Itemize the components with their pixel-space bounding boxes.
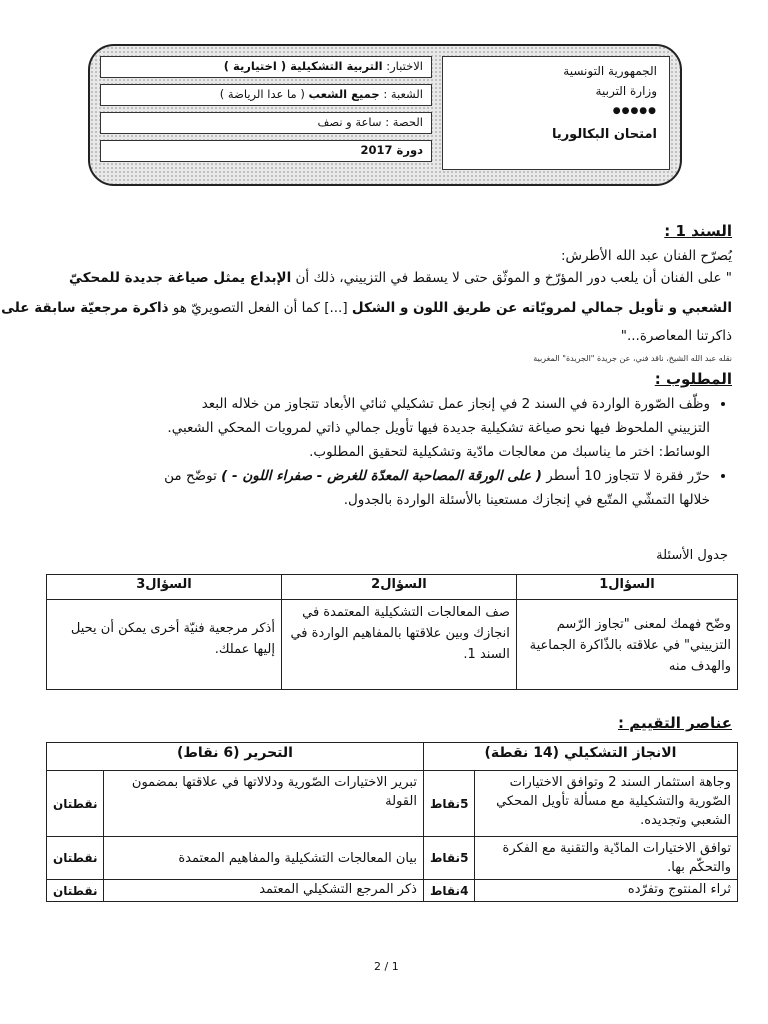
question-1-body: وضّح فهمك لمعنى "تجاوز الرّسم التزييني" في علاقته بالذّاكرة الجماعية والهدف منه — [516, 600, 737, 690]
page-number: 2 / 1 — [374, 960, 399, 973]
branch-row — [100, 84, 432, 106]
question-1-head: السؤال1 — [516, 575, 737, 600]
quote-emphasis: الإبداع يمثل صياغة جديدة للمحكيّ — [69, 270, 292, 286]
eval-head-right: الانجاز التشكيلي (14 نقطة) — [423, 743, 737, 771]
quote-emphasis: الشعبي و تأويل جمالي لمرويّاته عن طريق اللون و الشكل — [351, 300, 732, 316]
branch-value: جميع الشعب — [308, 87, 380, 101]
eval-row3-writing: ذكر المرجع التشكيلي المعتمد — [104, 880, 423, 902]
quote-intro: يُصرّح الفنان عبد الله الأطرش: — [560, 248, 732, 264]
stars-divider: ●●●●● — [612, 106, 657, 116]
eval-row2-points: 5نقاط — [423, 837, 474, 880]
quote-emphasis: ذاكرة مرجعيّة سابقة على — [1, 300, 169, 316]
bullet2-text-end: توضّح من — [164, 468, 222, 484]
quote-line-1 — [32, 266, 732, 290]
required-item-2 — [32, 464, 710, 512]
eval-row2-writing-points: نقطتان — [47, 837, 104, 880]
section1-title: السند 1 : — [664, 222, 732, 240]
quote-line-3: ذاكرتنا المعاصرة..." — [620, 328, 732, 344]
eval-row3-points: 4نقاط — [423, 880, 474, 902]
country-name: الجمهورية التونسية — [563, 64, 657, 78]
subject-label: الاختبار: — [386, 59, 423, 73]
bullet2-text: حرّر فقرة لا تتجاوز 10 أسطر — [541, 468, 710, 484]
quote-text: [...] كما أن الفعل التصويريّ هو — [168, 300, 352, 316]
quote-line-2 — [1, 296, 732, 320]
question-3-body: أذكر مرجعية فنيّة أخرى يمكن أن يحيل إليها عملك. — [47, 600, 282, 690]
subject-row — [100, 56, 432, 78]
bullet2-line-1 — [32, 464, 710, 488]
exam-name: امتحان البكالوريا — [551, 127, 657, 142]
questions-table — [46, 574, 738, 690]
bullet1-line-3: الوسائط: اختر ما يناسبك من معالجات مادّية وتشكيلية لتحقيق المطلوب. — [309, 444, 710, 460]
eval-row3-writing-points: نقطتان — [47, 880, 104, 902]
bullet1-line-1: • وظّف الصّورة الواردة في السند 2 في إنجاز عمل تشكيلي ثنائي الأبعاد تتجاوز من خلاله البعد — [201, 396, 710, 412]
question-2-head: السؤال2 — [281, 575, 516, 600]
required-list — [32, 392, 732, 512]
duration-text: الحصة : ساعة و نصف — [317, 115, 423, 129]
eval-row3-text: ثراء المنتوج وتفرّده — [475, 880, 738, 902]
branch-label: الشعبة : — [383, 87, 423, 101]
eval-row2-writing: بيان المعالجات التشكيلية والمفاهيم المعتمدة — [104, 837, 423, 880]
eval-row1-writing-points: نقطتان — [47, 771, 104, 837]
quote-text: " على الفنان أن يلعب دور المؤرّخ و الموثّق حتى لا يسقط في التزييني، ذلك أن — [291, 270, 732, 286]
required-item-1 — [32, 392, 710, 464]
questions-title: جدول الأسئلة — [656, 548, 728, 563]
ministry-name: وزارة التربية — [595, 84, 657, 98]
branch-note: ( ما عدا الرياضة ) — [219, 87, 305, 101]
bullet2-emphasis: ( على الورقة المصاحبة المعدّة للغرض - صفراء اللون - ) — [221, 468, 542, 484]
eval-head-left: التحرير (6 نقاط) — [47, 743, 424, 771]
question-2-body: صف المعالجات التشكيلية المعتمدة في انجازك وبين علاقتها بالمفاهيم الواردة في السند 1. — [281, 600, 516, 690]
required-title: المطلوب : — [654, 370, 732, 388]
bullet2-line-2: خلالها التمشّي المتّبع في إنجازك مستعينا بالأسئلة الواردة بالجدول. — [343, 492, 710, 508]
exam-header-institution — [442, 56, 670, 170]
subject-value: التربية التشكيلية ( اختيارية ) — [223, 59, 383, 73]
session-text: دورة 2017 — [360, 143, 423, 157]
eval-row1-text: وجاهة استثمار السند 2 وتوافق الاختيارات الصّورية والتشكيلية مع مسألة تأويل المحكي الشعبي وتجديده. — [475, 771, 738, 837]
eval-row2-text: توافق الاختيارات المادّية والتقنية مع الفكرة والتحكّم بها. — [475, 837, 738, 880]
bullet1-line-2: التزييني الملحوظ فيها نحو صياغة تشكيلية جديدة فيها تأويل جمالي ذاتي لمرويات المحكي الشعبي. — [167, 420, 710, 436]
evaluation-table — [46, 742, 738, 902]
question-3-head: السؤال3 — [47, 575, 282, 600]
session-row — [100, 140, 432, 162]
exam-header-details — [100, 56, 432, 170]
eval-row1-writing: تبرير الاختيارات الصّورية ودلالاتها في علاقتها بمضمون القولة — [104, 771, 423, 837]
quote-source: نقله عبد الله الشيخ، ناقد فني، عن جريدة "الجريدة" المغربية — [533, 354, 732, 363]
evaluation-title: عناصر التقييم : — [618, 714, 732, 732]
duration-row — [100, 112, 432, 134]
eval-row1-points: 5نقاط — [423, 771, 474, 837]
